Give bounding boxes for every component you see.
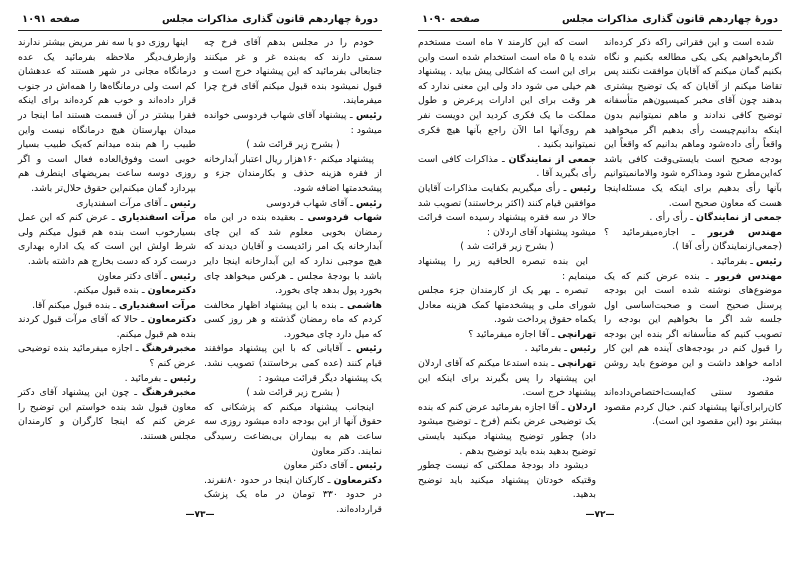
speaker-name: رئیس [356,109,382,121]
session-period: دورهٔ چهاردهم قانون گذاری [642,14,778,25]
header-title: مذاکرات مجلس [161,14,239,25]
paragraph: ( بشرح زیر قرائت شد ) [246,139,340,151]
paragraph-text: ـ اجازه‌میفرمائید ؟ (جمعی‌ازنمایندگان رأی آقا ). [604,226,782,253]
paragraph [204,197,382,212]
paragraph-text: مقصود سنتی که‌ایست‌اختصاص‌داده‌اند کان‌را‌برای‌آنها پیشنهاد کنم. خیال کردم مقصود بیشتر بود (این مقصود این است). [604,387,782,428]
paragraph [604,255,782,270]
paragraph [604,270,782,387]
paragraph-text: ـ بفرمائید . [124,372,168,384]
speaker-name: رئیس [756,255,782,267]
paragraph-text: ـ آقایانی که با این پیشنهاد موافقند قیام کنند (عده کمی برخاستند) تصویب نشد. یک پیشنهاد دیگر قرائت میشود : [204,343,382,384]
text-column-right [204,36,382,515]
paragraph-text: ـ رأی میگیریم بکفایت مذاکرات آقایان موافقین قیام کنند (اکثر برخاستند) تصویب شد حالا در سه فقره پیشنهاد رسیده است قرائت میشود پیشنهاد آقای اردلان : [418,182,596,238]
speaker-name: تهرانچی [557,358,596,370]
paragraph-text: ـ چون این پیشنهاد آقای دکتر معاون قبول شد بنده خواستم این توضیح را عرض کنم که اینجا کارگران و کارمندان مجلس هستند. [18,387,196,443]
paragraph-text: اینها روزی دو یا سه نفر مریض بیشتر ندارند وازطرف‌دیگر ملاحظه بفرمائید یک عده درمانگاه مجانی در شهر هستند که عدهشان کم است ولی درمانگاه‌ها را همه‌اش در جنوب قرار داده‌اند و خوب هم کرده‌اند برای اینکه فقرا بیشتر در آن قسمت هستند اما اینجا در میدان بهارستان هیچ درمانگاه نیست واین طبیب را هم بنده میدانم که‌یک طبیب بسیار خوبی است وفوق‌العاده فعال است و اگر روزی دوسه ساعت بمریضهای اینطرف هم بپردازد گمان میکنم‌این حقوق حلال‌تر باشد. [18,37,196,194]
paragraph [418,342,596,357]
paragraph [18,284,196,299]
paragraph-text: ـ آقای دکتر معاون [97,270,168,282]
speaker-name: دکترمعاون [147,285,196,297]
paragraph-text: ـ آقای مرآت اسفندیاری [76,197,168,209]
page-footer-number: —۷۲— [585,510,615,520]
paragraph [418,459,596,503]
paragraph-text: ـ بنده عرض کنم که یک موضوع‌های نوشته شده است این بودجه پرسنل صحیح است و صحبت‌اساسی اول جلسه شد اگر ما بخواهیم این بودجه را تصویب کنیم که متأسفانه اگر بنده این بودجه را قبول کنم در بودجه‌های آینده هم این کار ادامه خواهد داشت و این موضوع باید روشن شود. [604,270,782,384]
paragraph [204,153,382,197]
paragraph: ( بشرح زیر قرائت شد ) [460,241,554,253]
right-page [400,0,800,573]
paragraph-text: ـ حالا که آقای مرآت قبول کردند بنده هم قبول میکنم. [18,314,196,340]
paragraph [418,401,596,459]
paragraph [418,153,596,182]
paragraph [604,386,782,430]
paragraph-text: ـ پیشنهاد آقای شهاب فردوسی خوانده میشود : [204,109,382,136]
paragraph [418,182,596,240]
paragraph [418,255,596,284]
paragraph-text: اینجانب پیشنهاد میکنم که پزشکانی که حقوق آنها از این بودجه داده میشود روزی سه ساعت هم به بیماران بی‌بضاعت رسیدگی نمایند. دکتر معاون [204,401,382,457]
paragraph [204,401,382,459]
paragraph-text: دیشود داد بودجهٔ مملکتی که نیست چطور وقتیکه خودتان پیشنهاد میکنید باید توضیح بدهید. [418,460,596,501]
paragraph [18,211,196,269]
speaker-name: رئیس [570,343,596,355]
header-title: مذاکرات مجلس [561,14,639,25]
paragraph [418,357,596,401]
paragraph [604,36,782,211]
speaker-name: رئیس [356,460,382,472]
paragraph [204,459,382,474]
speaker-name: مهندس فریور [714,270,782,282]
speaker-name: مخبرفرهنگ [141,343,197,355]
speaker-name: رئیس [170,270,196,282]
page-footer-number: —۷۳— [185,510,215,520]
speaker-name: دکترمعاون [333,474,382,486]
paragraph [204,299,382,343]
speaker-name: تهرانچی [557,328,596,340]
paragraph-text: ـ مذاکرات کافی است رأی بگیرید آقا . [418,153,596,180]
paragraph-text: تبصره ـ بهر یک از کارمندان جزء مجلس شورای ملی و پیشخدمتها کمک هزینه معادل یکماه حقوق پرداخت شود. [418,285,596,326]
page-header [18,12,382,31]
paragraph-text: این بنده تبصره الحاقیه زیر را پیشنهاد مینمایم : [418,255,596,282]
paragraph [604,226,782,255]
paragraph [204,211,382,299]
paragraph-text: ـ آقای دکتر معاون [283,460,354,472]
speaker-name: رئیس [356,343,382,355]
paragraph [204,36,382,109]
page-number: صفحه ۱۰۹۱ [22,14,81,25]
paragraph [18,299,196,314]
text-column-left [18,36,196,496]
paragraph-text: ـ آقای شهاب فردوسی [266,197,354,209]
paragraph-text: ـ بفرمائید . [710,255,754,267]
paragraph-text: ـ بنده قبول میکنم. [73,285,145,297]
paragraph: ( بشرح زیر قرائت شد ) [246,387,340,399]
speaker-name: جمعی از نمایندگان [508,153,596,165]
paragraph [18,270,196,285]
paragraph-text: ـ عرض کنم که این عمل بسیارخوب است بنده هم قبول میکنم ولی شرط اولش این است که یک اداره بهداری درست کرد که دست بخارج هم داشته باشد. [18,212,196,267]
paragraph-text: ـ کارکنان اینجا در حدود ۸۰نفرند. در حدود ۳۳۰ تومان در ماه یک پزشک قرارداده‌اند. [204,474,382,515]
text-column-right [604,36,782,496]
paragraph [18,36,196,197]
session-period: دورهٔ چهاردهم قانون گذاری [242,14,378,25]
speaker-name: رئیس [356,197,382,209]
speaker-name: اردلان [567,401,596,413]
paragraph-text: خودم را در مجلس بدهم آقای فرخ چه سمتی دارند که به‌بنده غر و غر میکنند جنابعالی بفرمائید که این پیشنهاد خرج است و قبول نمیشود بنده قبول میکنم آقای فرخ چرا میفرمایند. [204,37,382,107]
paragraph-text: ـ رأی رأی . [649,212,693,224]
speaker-name: جمعی از نمایندگان [695,212,782,224]
paragraph [604,211,782,226]
page-number: صفحه ۱۰۹۰ [422,14,481,25]
paragraph [204,109,382,138]
page-header [418,12,782,31]
paragraph-text: است که این کارمند ۷ ماه است مستخدم شده یا ۵ ماه است استخدام شده است واین برای این است که اشکالی پیش بیاید . پیشنهاد هم خیلی می شود داد ولی این معنی ندارد که هر وقت برای این ادارات پرعرض و طول مملکت ما یک فکری کردید این دویست نفر هم روی‌آنها اما الآن راجع بآنها هیچ فکری نمیتوانید بکنید . [418,37,596,151]
paragraph-text: ـ اجازه میفرمائید بنده توضیحی عرض کنم ؟ [18,343,196,370]
speaker-name: رئیس [570,182,596,194]
paragraph [418,328,596,343]
speaker-name: هاشمی [346,299,382,311]
paragraph-text: پیشنهاد میکنم ۱۶۰هزار ریال اعتبار آبدارخانه از فقره هزینه حذف و بکارمندان جزء و پیشخدمتها اضافه شود. [204,153,382,194]
paragraph [18,372,196,387]
paragraph [18,313,196,342]
speaker-name: دکترمعاون [147,314,197,326]
paragraph [18,197,196,212]
paragraph-text: ـ آقا اجازه میفرمائید ؟ [468,328,555,340]
speaker-name: مهندس فریور [707,226,782,238]
speaker-name: مرآت اسفندیاری [119,299,196,311]
paragraph-text: ـ بنده استدعا میکنم که آقای اردلان این پیشنهاد را پس بگیرند برای اینکه این پیشنهاد خرج است. [418,358,596,399]
speaker-name: رئیس [170,197,196,209]
paragraph [204,342,382,386]
speaker-name: رئیس [170,372,196,384]
speaker-name: مخبرفرهنگ [141,387,196,399]
paragraph [18,342,196,371]
speaker-name: شهاب فردوسی [307,212,382,224]
paragraph [418,36,596,153]
paragraph-text: ـ بفرمائید . [524,343,568,355]
paragraph-text: ـ بنده با این پیشنهاد اظهار مخالفت کردم که ماه رمضان گذشته و هر روز کسی که میل دارد چای میخورد. [204,299,382,340]
paragraph-text: ـ بعقیده بنده در این ماه رمضان بخوبی معلوم شد که این چای آبدارخانه یک امر زائدیست و آقایان دیدند که هیچ موجبی ندارد که این آبدارخانه اینجا دایر باشد با بودجهٔ مجلس ـ هرکس میخواهد چای بخورد پول بدهد چای بخورد. [204,212,382,297]
paragraph-text: ـ آقا اجازه بفرمائید عرض کنم که بنده یک توضیحی عرض بکنم (فرخ ـ توضیح میشود داد) چطور توضیح پیشنهاد میکنید بایستی توضیح بدهید بنده باید توضیح بدهم . [418,401,596,457]
paragraph [18,386,196,444]
paragraph-text: شده است و این فقراتی راکه ذکر کرده‌اند اگرمایخواهیم یکی یکی مطالعه بکنیم و نگاه بکنیم گمان میکنم که آقایان موافقت نکنند پس تقاضا میکنم از آقایان که یک توضیح بیشتری بدهند چون آقای مخبر کمیسیون‌هم متأسفانه توضیح کافی ندادند و ماهم نمیتوانیم بدون اینکه بدانیم‌چیست رأی بدهیم اگر میخواهید واقعاً رأی داده‌شود وماهم بدانیم که واقعاً این بودجه صحیح است بایستی‌وقت کافی باشد که‌این‌مطرح شود ومذاکره شود والاما‌نمیتوانیم بآنها رأی بدهیم برای اینکه یک مسئله‌اینجا هست که معاون صحیح است. [604,37,782,209]
speaker-name: مرآت اسفندیاری [118,212,196,224]
paragraph-text: ـ بنده قبول میکنم آقا. [32,299,117,311]
text-column-left [418,36,596,501]
paragraph [418,284,596,328]
